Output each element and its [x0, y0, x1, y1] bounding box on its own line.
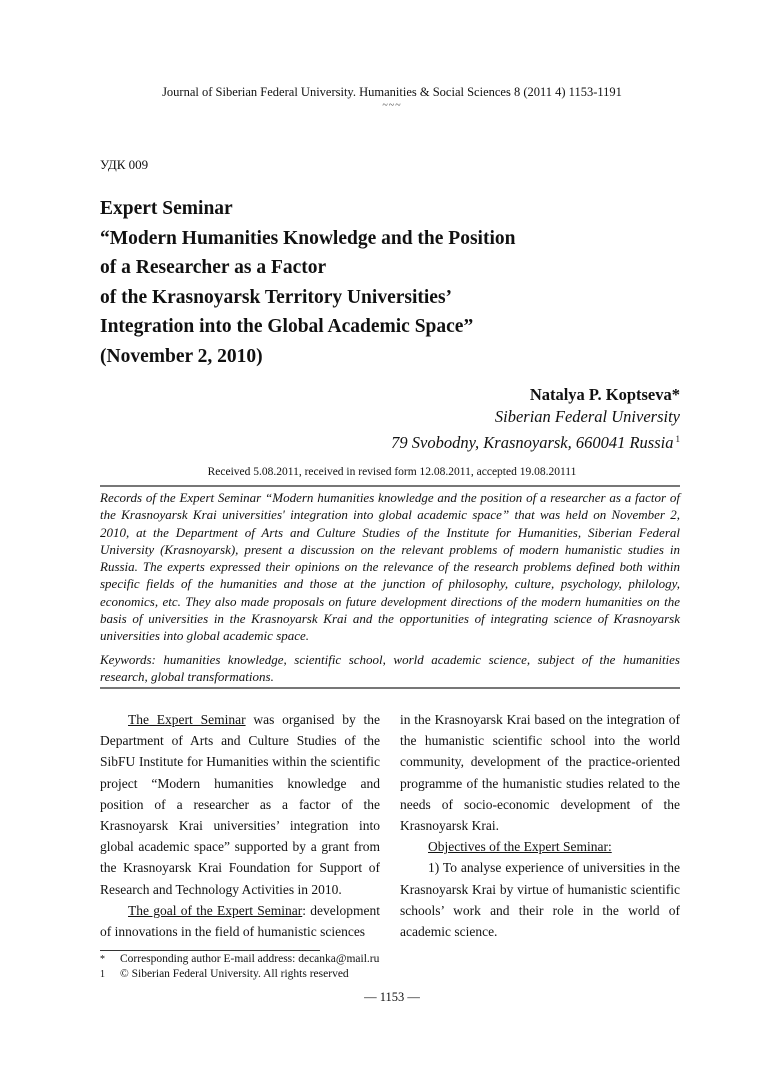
footnote-ref: 1	[675, 434, 680, 444]
abstract: Records of the Expert Seminar “Modern humanities knowledge and the position of a researcher as a factor of the Krasnoyarsk Krai universities' integration into global academic space” that was held on November 2, 2010, at the Department of Arts and Culture Studies of the Institute for Humanities, Siberian Federal University (Krasnoyarsk), present a discussion on the relevant problems of modern humanistic studies in Russia. The experts expressed their opinions on the relevance of the research problems defined both within specific fields of the humanities and those at the junction of philosophy, culture, psychology, philology, economics, etc. They also made proposals on future development directions of the modern humanities on the basis of universities in the Krasnoyarsk Krai and the opportunities of integrating science of Krasnoyarsk universities into global academic space.	[100, 490, 680, 644]
title-line: of the Krasnoyarsk Territory Universities’	[100, 286, 453, 308]
title-line: Integration into the Global Academic Space”	[100, 316, 474, 338]
abstract-top-rule	[100, 485, 680, 487]
author-address	[391, 428, 680, 454]
address-text: 79 Svobodny, Krasnoyarsk, 660041 Russia	[391, 433, 674, 452]
paragraph-text: was organised by the Department of Arts and Culture Studies of the SibFU Institute for Humanities within the scientific project “Modern humanities knowledge and position of a researcher as a factor of the Krasnoyarsk Krai universities’ integration into global academic space” supported by a grant from the Krasnoyarsk Krai Foundation for Support of Research and Technology Activities in 2010.	[100, 712, 380, 897]
paragraph	[100, 900, 380, 942]
footnote-rule	[100, 950, 320, 951]
footnote-text: Corresponding author E-mail address: decanka@mail.ru	[120, 953, 380, 965]
objective-item: 1) To analyse experience of universities in the Krasnoyarsk Krai by virtue of humanistic scientific schools’ work and their role in the world of academic science.	[400, 860, 680, 940]
title-line: Expert Seminar	[100, 198, 233, 219]
title-line: “Modern Humanities Knowledge and the Position	[100, 227, 516, 249]
footnote-mark: *	[100, 954, 105, 965]
footnote-text: © Siberian Federal University. All rights reserved	[120, 968, 349, 980]
author-block	[391, 384, 680, 454]
udk-code: УДК 009	[100, 157, 149, 172]
underlined-heading: Objectives of the Expert Seminar:	[428, 839, 612, 855]
author-name: Natalya P. Koptseva*	[529, 385, 680, 404]
body-column-right	[400, 709, 680, 942]
underlined-phrase: The Expert Seminar	[128, 712, 246, 727]
article-title	[100, 194, 515, 372]
title-line: (November 2, 2010)	[100, 345, 263, 367]
footnote	[100, 967, 379, 982]
paragraph	[100, 709, 380, 900]
footnote	[100, 952, 379, 967]
page-number: — 1153 —	[364, 990, 420, 1004]
underlined-phrase: The goal of the Expert Seminar	[128, 902, 303, 918]
received-dates: Received 5.08.2011, received in revised form 12.08.2011, accepted 19.08.20111	[207, 466, 577, 478]
keywords: Keywords: humanities knowledge, scientific school, world academic science, subject of the humanities research, global transformations.	[100, 652, 680, 685]
paragraph: in the Krasnoyarsk Krai based on the integration of the humanistic scientific school into the world community, development of the practice-oriented programme of the humanistic studies related to the needs of socio-economic development of the Krasnoyarsk Krai.	[400, 712, 680, 834]
journal-header: Journal of Siberian Federal University. Humanities & Social Sciences 8 (2011 4) 1153-1191	[162, 85, 622, 99]
abstract-bottom-rule	[100, 687, 680, 689]
header-separator: ~~~	[382, 100, 402, 111]
footnotes	[100, 952, 379, 982]
body-column-left	[100, 709, 380, 942]
title-line: of a Researcher as a Factor	[100, 257, 327, 279]
footnote-mark: 1	[100, 969, 105, 980]
paragraph-text: : development of innovations in the field of humanistic sciences	[100, 902, 380, 940]
objectives-heading	[400, 836, 680, 857]
author-affiliation: Siberian Federal University	[494, 407, 680, 426]
